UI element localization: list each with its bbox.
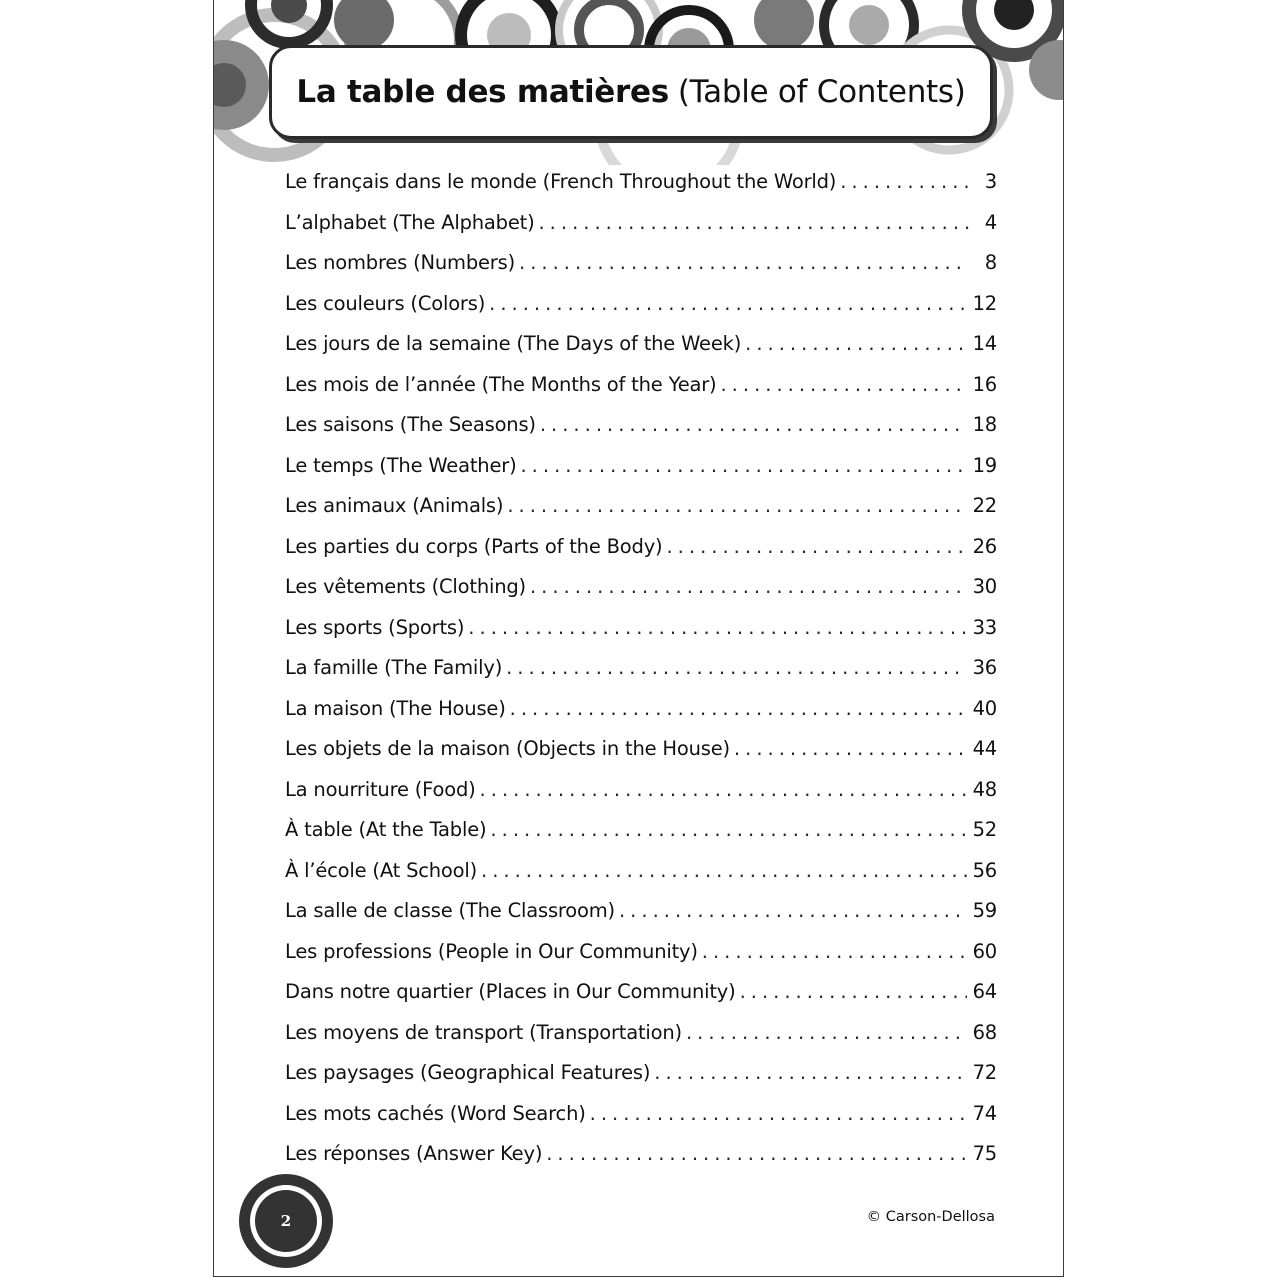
toc-entry-page: 18 xyxy=(972,413,997,436)
toc-entry xyxy=(285,446,997,487)
toc-entry-label: La famille (The Family) xyxy=(285,656,503,679)
dot-leader xyxy=(546,1134,966,1175)
toc-entry xyxy=(285,1134,997,1175)
dot-leader xyxy=(506,648,966,689)
page-title-french: La table des matières xyxy=(296,74,669,110)
dot-leader xyxy=(510,689,967,730)
toc-entry-page: 12 xyxy=(972,291,997,315)
toc-entry xyxy=(285,284,997,325)
dot-leader xyxy=(590,1094,967,1135)
toc-entry-page: 59 xyxy=(972,899,997,922)
toc-entry-page: 40 xyxy=(972,696,997,720)
toc-entry-page: 48 xyxy=(972,777,997,801)
toc-entry xyxy=(285,203,997,244)
toc-entry-label: La maison (The House) xyxy=(285,696,506,720)
dot-leader xyxy=(520,446,966,487)
toc-entry-page: 14 xyxy=(972,332,997,355)
toc-entry-label: À table (At the Table) xyxy=(285,818,487,841)
dot-leader xyxy=(519,243,969,284)
toc-entry xyxy=(285,1094,997,1135)
toc-entry-page: 3 xyxy=(984,170,997,193)
dot-leader xyxy=(489,284,966,325)
toc-entry-label: Les saisons (The Seasons) xyxy=(285,413,536,436)
toc-entry xyxy=(285,932,997,973)
toc-entry-page: 19 xyxy=(972,453,997,477)
toc-entry xyxy=(285,891,997,932)
dot-leader xyxy=(840,162,969,203)
toc-entry xyxy=(285,648,997,689)
toc-entry-label: La salle de classe (The Classroom) xyxy=(285,899,615,922)
dot-leader xyxy=(540,405,967,446)
toc-entry-page: 74 xyxy=(972,1101,997,1125)
dot-leader xyxy=(538,203,969,244)
toc-entry xyxy=(285,770,997,811)
toc-entry xyxy=(285,810,997,851)
toc-entry xyxy=(285,162,997,203)
toc-entry xyxy=(285,324,997,365)
toc-entry xyxy=(285,567,997,608)
dot-leader xyxy=(530,567,967,608)
toc-entry-page: 16 xyxy=(972,372,997,396)
toc-entry-label: Le temps (The Weather) xyxy=(285,453,517,477)
toc-entry-page: 56 xyxy=(972,858,997,882)
dot-leader xyxy=(481,851,967,892)
toc-entry-label: Les animaux (Animals) xyxy=(285,494,504,517)
toc-entry xyxy=(285,243,997,284)
toc-entry xyxy=(285,1053,997,1094)
dot-leader xyxy=(468,608,966,649)
toc-entry-label: L’alphabet (The Alphabet) xyxy=(285,210,535,234)
toc-entry-label: Le français dans le monde (French Throughout the World) xyxy=(285,170,837,193)
toc-entry xyxy=(285,405,997,446)
toc-entry-label: Les moyens de transport (Transportation) xyxy=(285,1020,682,1044)
toc-entry xyxy=(285,729,997,770)
dot-leader xyxy=(619,891,967,932)
copyright-notice: © Carson-Dellosa xyxy=(866,1209,995,1225)
dot-leader xyxy=(490,810,966,851)
page-number: 2 xyxy=(280,1212,292,1230)
title-banner xyxy=(269,45,993,139)
toc-entry-label: Les couleurs (Colors) xyxy=(285,291,486,315)
toc-entry-label: Dans notre quartier (Places in Our Community) xyxy=(285,980,736,1003)
toc-entry-page: 60 xyxy=(972,939,997,963)
toc-entry-page: 30 xyxy=(972,575,997,598)
toc-entry-page: 22 xyxy=(972,494,997,517)
dot-leader xyxy=(654,1053,966,1094)
toc-entry xyxy=(285,972,997,1013)
toc-entry-page: 75 xyxy=(972,1142,997,1165)
table-of-contents xyxy=(285,162,997,1175)
toc-entry-label: Les réponses (Answer Key) xyxy=(285,1142,543,1165)
toc-entry-label: Les sports (Sports) xyxy=(285,615,465,639)
toc-entry xyxy=(285,365,997,406)
toc-entry-page: 44 xyxy=(972,737,997,760)
toc-entry-label: Les parties du corps (Parts of the Body) xyxy=(285,534,663,558)
toc-entry-label: Les mois de l’année (The Months of the Year) xyxy=(285,372,717,396)
toc-entry-label: Les nombres (Numbers) xyxy=(285,251,515,274)
dot-leader xyxy=(720,365,966,406)
toc-entry xyxy=(285,527,997,568)
toc-entry-page: 26 xyxy=(972,534,997,558)
toc-entry-label: Les paysages (Geographical Features) xyxy=(285,1061,651,1084)
page-title-english: (Table of Contents) xyxy=(677,74,966,110)
toc-entry-label: Les professions (People in Our Community) xyxy=(285,939,698,963)
toc-entry-page: 52 xyxy=(972,818,997,841)
dot-leader xyxy=(507,486,966,527)
toc-entry-label: Les vêtements (Clothing) xyxy=(285,575,526,598)
dot-leader xyxy=(480,770,967,811)
dot-leader xyxy=(686,1013,967,1054)
toc-entry-label: Les mots cachés (Word Search) xyxy=(285,1101,586,1125)
dot-leader xyxy=(702,932,967,973)
toc-entry xyxy=(285,486,997,527)
toc-entry-page: 72 xyxy=(972,1061,997,1084)
toc-entry-page: 33 xyxy=(972,615,997,639)
toc-entry-label: Les jours de la semaine (The Days of the Week) xyxy=(285,332,742,355)
toc-entry xyxy=(285,608,997,649)
toc-entry-label: À l’école (At School) xyxy=(285,858,478,882)
toc-entry xyxy=(285,1013,997,1054)
dot-leader xyxy=(745,324,966,365)
toc-entry-label: La nourriture (Food) xyxy=(285,777,476,801)
dot-leader xyxy=(740,972,967,1013)
toc-entry xyxy=(285,689,997,730)
toc-entry-page: 8 xyxy=(984,251,997,274)
toc-entry-page: 36 xyxy=(972,656,997,679)
toc-entry-page: 64 xyxy=(972,980,997,1003)
document-page xyxy=(213,0,1064,1277)
dot-leader xyxy=(734,729,967,770)
toc-entry-page: 68 xyxy=(972,1020,997,1044)
toc-entry-label: Les objets de la maison (Objects in the House) xyxy=(285,737,730,760)
toc-entry-page: 4 xyxy=(984,210,997,234)
toc-entry xyxy=(285,851,997,892)
dot-leader xyxy=(666,527,966,568)
